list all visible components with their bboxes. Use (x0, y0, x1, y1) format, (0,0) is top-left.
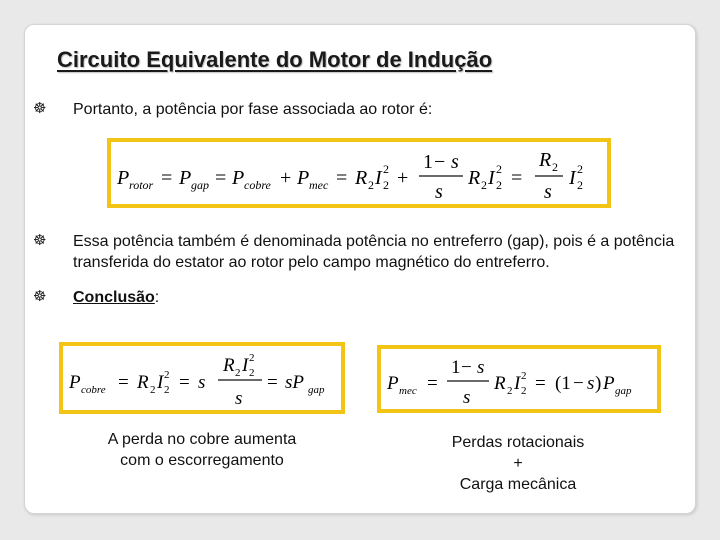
svg-text:=: = (511, 167, 523, 189)
svg-text:2: 2 (496, 162, 502, 176)
svg-text:=: = (118, 372, 129, 393)
svg-text:s: s (544, 181, 552, 203)
bullet-item-2 (33, 231, 673, 275)
svg-text:P: P (69, 372, 81, 393)
svg-text:2: 2 (249, 367, 255, 379)
svg-text:2: 2 (481, 178, 487, 192)
caption-left-line-2: com o escorregamento (120, 452, 284, 469)
conclusion-label: Conclusão (73, 289, 155, 306)
svg-text:2: 2 (164, 384, 170, 396)
svg-text:P: P (232, 167, 245, 189)
mechanical-power-caption (418, 432, 618, 495)
bullet-text-3 (73, 287, 159, 308)
conclusion-colon: : (154, 289, 160, 306)
slide (24, 24, 696, 514)
svg-text:=: = (161, 167, 173, 189)
svg-text:1: 1 (423, 151, 433, 173)
svg-text:2: 2 (521, 370, 527, 382)
svg-text:P: P (179, 167, 192, 189)
svg-text:=: = (336, 167, 348, 189)
svg-text:gap: gap (615, 385, 632, 397)
svg-text:2: 2 (368, 178, 374, 192)
svg-text:+: + (280, 167, 292, 189)
svg-text:2: 2 (496, 178, 502, 192)
svg-text:R: R (468, 167, 481, 189)
svg-text:s: s (477, 357, 485, 378)
svg-text:2: 2 (552, 160, 558, 174)
mechanical-power-equation (381, 349, 657, 409)
svg-text:=: = (179, 372, 190, 393)
slide-title: Circuito Equivalente do Motor de Indução (57, 47, 493, 72)
svg-text:−: − (434, 151, 446, 173)
copper-loss-equation (63, 346, 341, 410)
svg-text:−: − (573, 373, 584, 394)
svg-text:1: 1 (451, 357, 461, 378)
svg-text:P: P (603, 373, 615, 394)
bullet-item-3 (33, 287, 333, 311)
caption-right-line-2: + (513, 455, 523, 472)
svg-text:2: 2 (577, 162, 583, 176)
svg-text:R: R (539, 149, 552, 171)
svg-text:I: I (569, 167, 576, 189)
svg-text:2: 2 (235, 367, 241, 379)
svg-text:I: I (242, 355, 249, 376)
caption-right-line-1: Perdas rotacionais (451, 434, 585, 451)
svg-text:+: + (397, 167, 409, 189)
svg-text:rotor: rotor (129, 178, 154, 192)
svg-text:R: R (137, 372, 149, 393)
caption-left-line-1: A perda no cobre aumenta (107, 431, 297, 448)
svg-text:s: s (435, 181, 443, 203)
svg-text:s: s (235, 388, 243, 409)
main-equation-box (107, 138, 611, 208)
svg-text:I: I (375, 167, 382, 189)
svg-text:(1: (1 (555, 373, 571, 394)
copper-loss-caption (77, 429, 327, 471)
wheel-bullet-icon: ☸ (33, 100, 47, 117)
caption-right-line-3: Carga mecânica (459, 476, 577, 493)
svg-text:mec: mec (309, 178, 329, 192)
svg-text:2: 2 (249, 352, 255, 364)
main-equation (111, 142, 607, 204)
svg-text:2: 2 (521, 385, 527, 397)
svg-text:2: 2 (383, 162, 389, 176)
svg-text:2: 2 (164, 369, 170, 381)
svg-text:I: I (157, 372, 164, 393)
svg-text:s: s (463, 387, 471, 408)
svg-text:=: = (535, 373, 546, 394)
mechanical-power-equation-box (377, 345, 661, 413)
wheel-bullet-icon: ☸ (33, 232, 47, 249)
svg-text:cobre: cobre (244, 178, 271, 192)
bullet-item-1 (33, 99, 673, 123)
copper-loss-equation-box (59, 342, 345, 414)
svg-text:−: − (461, 357, 472, 378)
wheel-bullet-icon: ☸ (33, 288, 47, 305)
svg-text:=: = (215, 167, 227, 189)
svg-text:s: s (198, 372, 206, 393)
svg-text:P: P (297, 167, 310, 189)
svg-text:sP: sP (285, 372, 304, 393)
svg-text:R: R (355, 167, 368, 189)
svg-text:gap: gap (191, 178, 209, 192)
svg-text:I: I (514, 373, 521, 394)
svg-text:=: = (267, 372, 278, 393)
svg-text:cobre: cobre (81, 384, 106, 396)
bullet-text-1: Portanto, a potência por fase associada ao rotor é: (73, 101, 433, 118)
svg-text:I: I (488, 167, 495, 189)
svg-text:s: s (451, 151, 459, 173)
svg-text:R: R (494, 373, 506, 394)
svg-text:P: P (387, 373, 399, 394)
bullet-text-2: Essa potência também é denominada potência no entreferro (gap), pois é a potência transferida do estator ao rotor pelo campo magnético do entreferro. (73, 233, 675, 271)
svg-text:=: = (427, 373, 438, 394)
svg-text:2: 2 (507, 385, 513, 397)
svg-text:mec: mec (399, 385, 417, 397)
svg-text:R: R (223, 355, 235, 376)
svg-text:s: s (587, 373, 595, 394)
svg-text:2: 2 (577, 178, 583, 192)
svg-text:gap: gap (308, 384, 325, 396)
svg-text:): ) (595, 373, 602, 394)
svg-text:2: 2 (383, 178, 389, 192)
svg-text:P: P (117, 167, 130, 189)
svg-text:2: 2 (150, 384, 156, 396)
